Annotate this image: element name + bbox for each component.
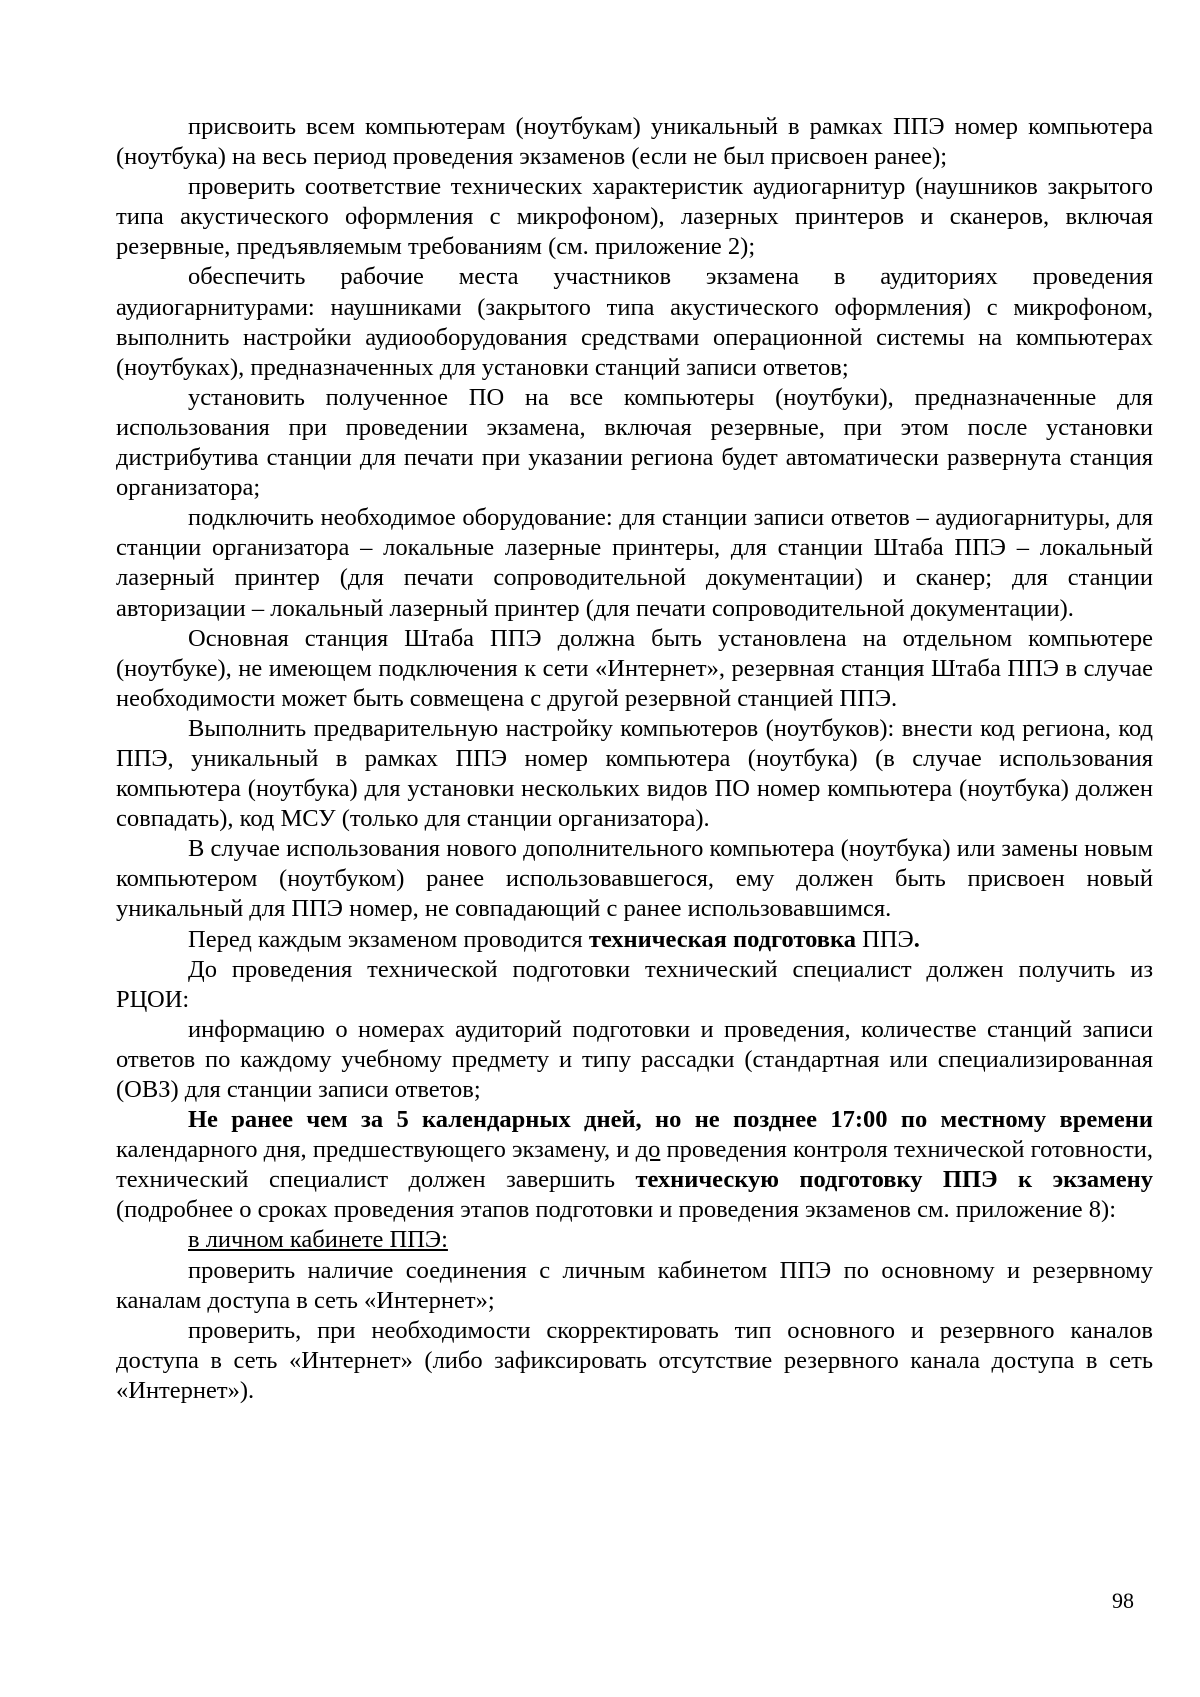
underlined-text: в личном кабинете ППЭ: [188, 1226, 448, 1254]
text-run: информацию о номерах аудиторий подготовки и проведения, количестве станций записи ответов по каждому учебному предмету и типу рассадки (стандартная или специализированная (ОВЗ) для станции записи ответов; [116, 1015, 1153, 1103]
paragraph [116, 624, 1153, 714]
text-run: проверить наличие соединения с личным кабинетом ППЭ по основному и резервному каналам доступа в сеть «Интернет»; [116, 1256, 1153, 1314]
text-run: проведения контроля технической готовности, технический специалист должен завершить [116, 1136, 1154, 1194]
paragraph [116, 172, 1153, 262]
paragraph [116, 1316, 1153, 1406]
bold-text: техническая подготовка [588, 925, 857, 953]
text-run: ППЭ [856, 925, 914, 953]
underlined-text: до [635, 1136, 661, 1164]
paragraph [116, 834, 1153, 924]
text-run: календарного дня, предшествующего экзамену, и [116, 1136, 636, 1164]
bold-text: . [913, 925, 920, 953]
text-run: До проведения технической подготовки технический специалист должен получить из РЦОИ: [116, 955, 1153, 1013]
paragraph [116, 1256, 1153, 1316]
document-body [116, 112, 1153, 1406]
text-run: проверить, при необходимости скорректировать тип основного и резервного каналов доступа в сеть «Интернет» (либо зафиксировать отсутствие резервного канала доступа в сеть «Интернет»). [116, 1316, 1153, 1404]
bold-text: Не ранее чем за 5 календарных дней, но не позднее 17:00 по местному времени [188, 1106, 1153, 1134]
paragraph [116, 1105, 1153, 1225]
text-run: Выполнить предварительную настройку компьютеров (ноутбуков): внести код региона, код ППЭ, уникальный в рамках ППЭ номер компьютера (ноутбука) (в случае использования компьютера (ноутбука) для установки нескольких видов ПО номер компьютера (ноутбука) должен совпадать), код МСУ (только для станции организатора). [116, 714, 1153, 833]
paragraph [116, 503, 1153, 623]
bold-text: техническую подготовку ППЭ к экзамену [635, 1166, 1153, 1194]
text-run: присвоить всем компьютерам (ноутбукам) уникальный в рамках ППЭ номер компьютера (ноутбука) на весь период проведения экзаменов (если не был присвоен ранее); [116, 113, 1153, 171]
paragraph [116, 955, 1153, 1015]
text-run: установить полученное ПО на все компьютеры (ноутбуки), предназначенные для использования при проведении экзамена, включая резервные, при этом после установки дистрибутива станции для печати при указании региона будет автоматически развернута станция организатора; [116, 383, 1153, 502]
paragraph [116, 112, 1153, 172]
text-run: В случае использования нового дополнительного компьютера (ноутбука) или замены новым компьютером (ноутбуком) ранее использовавшегося, ему должен быть присвоен новый уникальный для ППЭ номер, не совпадающий с ранее использовавшимся. [116, 835, 1153, 923]
text-run: подключить необходимое оборудование: для станции записи ответов – аудиогарнитуры, для станции организатора – локальные лазерные принтеры, для станции Штаба ППЭ – локальный лазерный принтер (для печати сопроводительной документации) и сканер; для станции авторизации – локальный лазерный принтер (для печати сопроводительной документации). [116, 504, 1153, 622]
paragraph [116, 1225, 1153, 1255]
text-run: Основная станция Штаба ППЭ должна быть установлена на отдельном компьютере (ноутбуке), не имеющем подключения к сети «Интернет», резервная станция Штаба ППЭ в случае необходимости может быть совмещена с другой резервной станцией ППЭ. [116, 624, 1153, 712]
paragraph [116, 383, 1153, 503]
text-run: Перед каждым экзаменом проводится [188, 925, 589, 953]
text-run: обеспечить рабочие места участников экзамена в аудиториях проведения аудиогарнитурами: наушниками (закрытого типа акустического оформления) с микрофоном, выполнить настройки аудиооборудования средствами операционной системы на компьютерах (ноутбуках), предназначенных для установки станций записи ответов; [116, 263, 1153, 381]
paragraph [116, 262, 1153, 382]
paragraph [116, 1015, 1153, 1105]
paragraph [116, 925, 1153, 955]
text-run: (подробнее о сроках проведения этапов подготовки и проведения экзаменов см. приложение 8): [116, 1196, 1117, 1224]
paragraph [116, 714, 1153, 834]
page-number: 98 [1112, 1588, 1134, 1613]
text-run: проверить соответствие технических характеристик аудиогарнитур (наушников закрытого типа акустического оформления с микрофоном), лазерных принтеров и сканеров, включая резервные, предъявляемым требованиям (см. приложение 2); [116, 173, 1153, 261]
